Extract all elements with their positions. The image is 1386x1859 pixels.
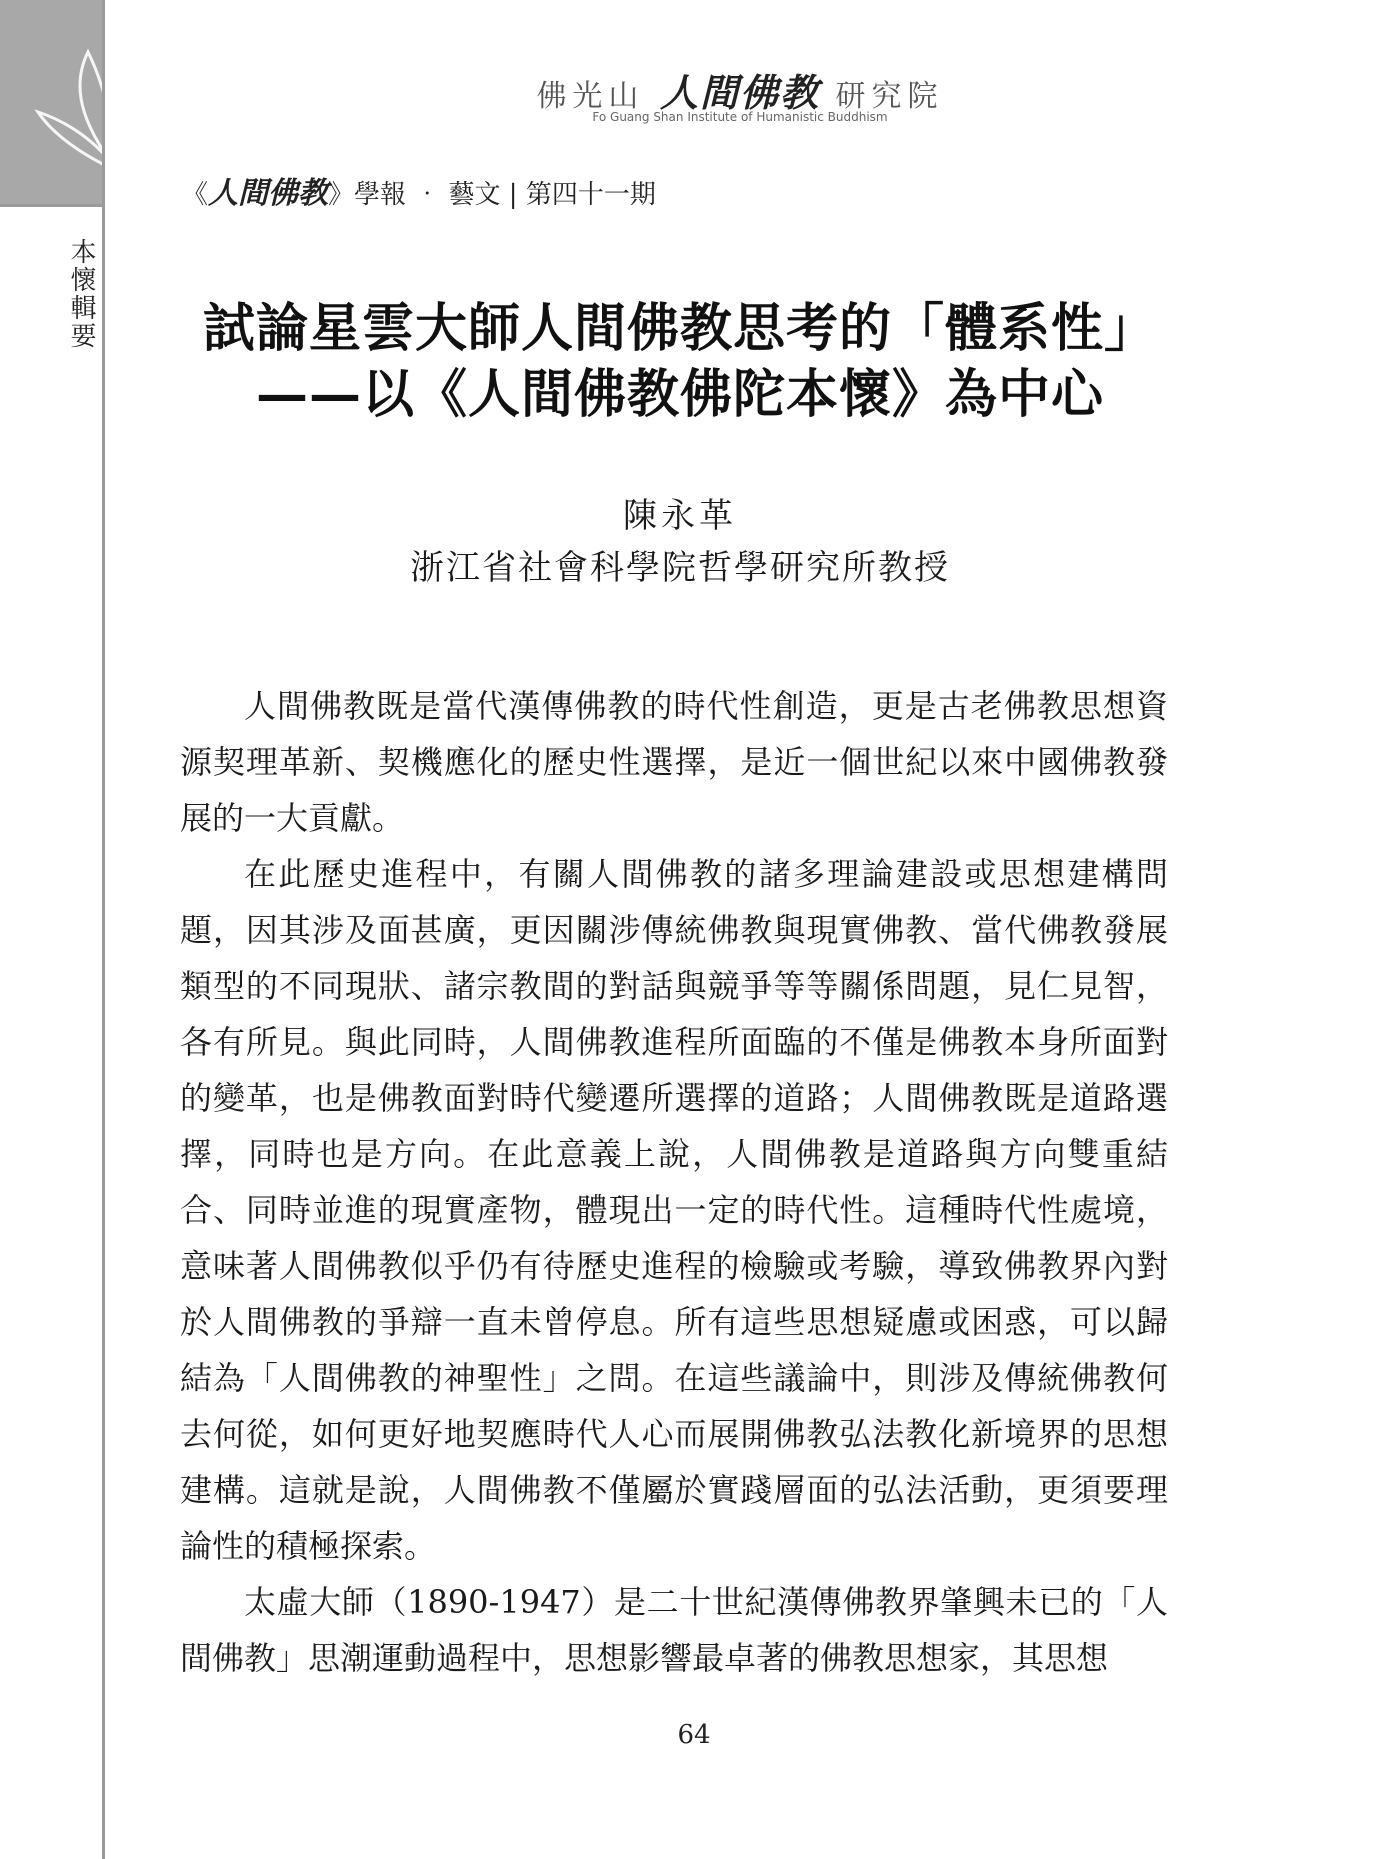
journal-open-bracket: 《 (182, 180, 209, 210)
title-line-2: ——以《人間佛教佛陀本懷》為中心 (255, 364, 1104, 425)
institute-english-name: Fo Guang Shan Institute of Humanistic Buddhism (592, 110, 888, 124)
journal-issue-text: 》學報 ‧ 藝文 | 第四十一期 (328, 180, 656, 210)
author-affiliation: 浙江省社會科學院哲學研究所教授 (410, 548, 950, 588)
body-paragraph: 太虛大師（1890-1947）是二十世紀漢傳佛教界肇興未已的「人間佛教」思潮運動過程中，思想影響最卓著的佛教思想家，其思想 (180, 1583, 1168, 1677)
brand-accent: 人間佛教 (659, 70, 820, 115)
corner-bottom-rule (0, 204, 102, 207)
journal-issue-line (182, 168, 656, 212)
section-label: 本懷輯要 (66, 238, 96, 350)
author-name: 陳永革 (623, 496, 737, 536)
body-paragraph: 在此歷史進程中，有關人間佛教的諸多理論建設或思想建構問題，因其涉及面甚廣，更因關涉傳統佛教與現實佛教、當代佛教發展類型的不同現狀、諸宗教間的對話與競爭等等關係問題，見仁見智，各有所見。與此同時，人間佛教進程所面臨的不僅是佛教本身所面對的變革，也是佛教面對時代變遷所選擇的道路；人間佛教既是道路選擇，同時也是方向。在此意義上說，人間佛教是道路與方向雙重結合、同時並進的現實產物，體現出一定的時代性。這種時代性處境，意味著人間佛教似乎仍有待歷史進程的檢驗或考驗，導致佛教界內對於人間佛教的爭辯一直未曾停息。所有這些思想疑慮或困惑，可以歸結為「人間佛教的神聖性」之問。在這些議論中，則涉及傳統佛教何去何從，如何更好地契應時代人心而展開佛教弘法教化新境界的思想建構。這就是說，人間佛教不僅屬於實踐層面的弘法活動，更須要理論性的積極探索。 (180, 855, 1168, 1565)
journal-brand: 人間佛教 (208, 176, 329, 211)
title-line-1: 試論星雲大師人間佛教思考的「體系性」 (202, 298, 1157, 359)
page-number: 64 (677, 1720, 711, 1750)
body-paragraph: 人間佛教既是當代漢傳佛教的時代性創造，更是古老佛教思想資源契理革新、契機應化的歷史性選擇，是近一個世紀以來中國佛教發展的一大貢獻。 (180, 687, 1168, 837)
lotus-logo-icon (28, 22, 208, 202)
brand-suffix: 研究院 (835, 79, 944, 114)
institute-name (480, 62, 1000, 117)
brand-prefix: 佛光山 (536, 79, 645, 114)
article-title (160, 296, 1200, 428)
article-body (180, 678, 1168, 1686)
left-margin-rule (102, 0, 105, 1859)
